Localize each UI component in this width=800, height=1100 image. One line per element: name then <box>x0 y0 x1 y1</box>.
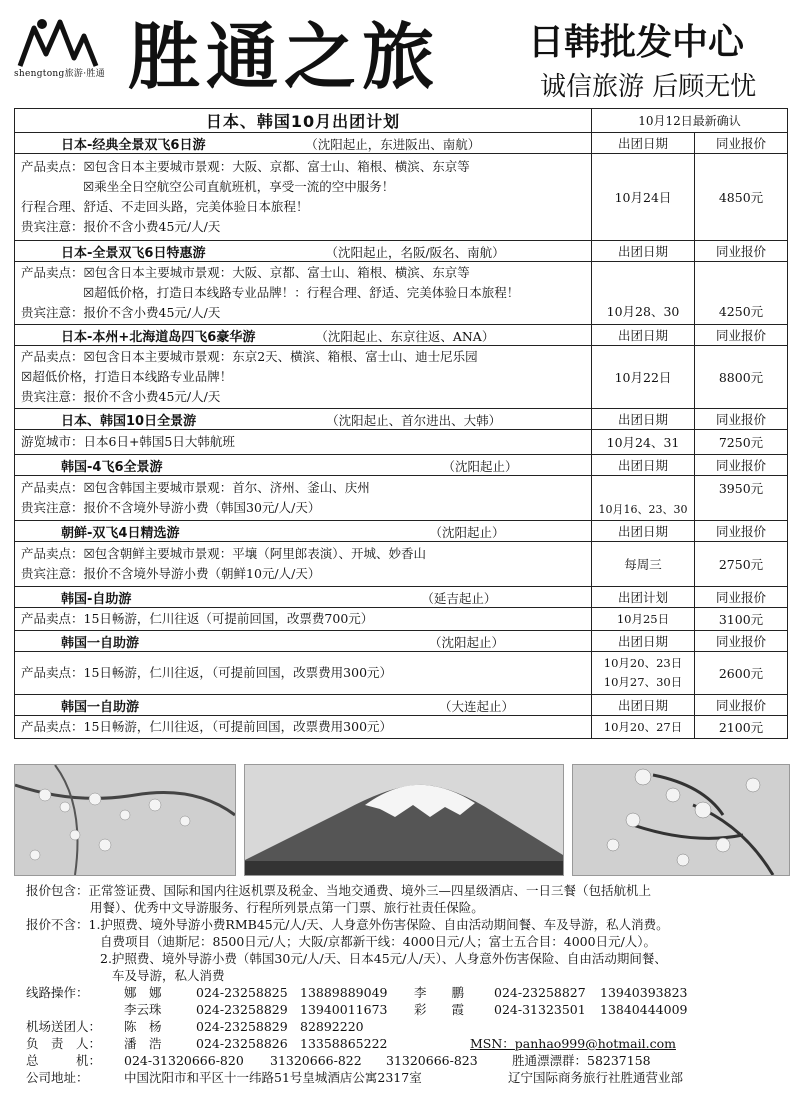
route-sub: （大连起止） <box>439 698 515 714</box>
price: 2100元 <box>695 716 788 739</box>
route-sub: （延吉起止） <box>421 590 497 606</box>
route-header <box>15 409 788 430</box>
route-header <box>15 241 788 262</box>
price-includes-1: 报价包含：正常签证费、国际和国内往返机票及税金、当地交通费、境外三—四星级酒店、一日三餐（包括航机上 <box>26 883 652 898</box>
tour-plan-table <box>14 108 788 739</box>
slogan: 诚信旅游 后顾无忧 <box>540 72 757 102</box>
cherry-tree-photo <box>572 764 790 876</box>
route-detail <box>15 430 788 455</box>
price: 8800元 <box>695 346 788 409</box>
route-sub: （沈阳起止） <box>429 524 505 540</box>
mount-fuji-photo <box>244 764 564 876</box>
route-line: 产品卖点：☒包含朝鲜主要城市景观：平壤（阿里郎表演）、开城、妙香山 <box>21 546 426 561</box>
depart-date: 10月24、31 <box>592 430 695 455</box>
route-header <box>15 631 788 652</box>
col-header-date: 出团日期 <box>592 521 695 542</box>
route-sub: （沈阳起止，名阪/阪名、南航） <box>325 244 505 260</box>
col-header-date: 出团日期 <box>592 133 695 154</box>
company-name: 辽宁国际商务旅行社胜通营业部 <box>508 1070 684 1085</box>
col-header-date: 出团日期 <box>592 409 695 430</box>
route-detail <box>15 716 788 739</box>
route-header <box>15 455 788 476</box>
logo-text: shengtong旅游·胜通 <box>14 69 105 79</box>
price: 4250元 <box>695 262 788 325</box>
route-detail <box>15 262 788 325</box>
main-line-number: 31320666-822 <box>270 1053 362 1068</box>
price: 3100元 <box>695 608 788 631</box>
route-name: 日本-本州+北海道岛四飞6豪华游 <box>61 329 256 345</box>
manager-tel: 024-23258826 <box>196 1036 288 1051</box>
depart-date: 10月20、23日 <box>603 656 683 670</box>
ops-contact-name: 娜 娜 <box>124 985 162 1000</box>
col-header-price: 同业报价 <box>695 455 788 476</box>
manager-mobile: 13358865222 <box>300 1036 388 1051</box>
ops-contact-name: 李 鹏 <box>414 985 465 1000</box>
confirm-date: 10月12日最新确认 <box>592 109 788 133</box>
route-line: 产品卖点：☒包含韩国主要城市景观：首尔、济州、釜山、庆州 <box>21 480 370 495</box>
ops-contact-mobile: 13840444009 <box>600 1002 688 1017</box>
depart-date: 10月24日 <box>592 154 695 241</box>
ops-contact-mobile: 13889889049 <box>300 985 388 1000</box>
cherry-blossom-photo <box>14 764 236 876</box>
route-detail <box>15 608 788 631</box>
col-header-date: 出团日期 <box>592 455 695 476</box>
price-excludes-3: 2.护照费、境外导游小费（韩国30元/人/天、日本45元/人/天）、人身意外伤害保险、自由活动期间餐、 <box>100 951 667 966</box>
manager-name: 潘 浩 <box>124 1036 162 1051</box>
route-detail <box>15 542 788 587</box>
company-logo <box>12 14 104 94</box>
airport-contact-name: 陈 杨 <box>124 1019 162 1034</box>
depart-date: 10月16、23、30 <box>592 476 695 521</box>
route-detail <box>15 154 788 241</box>
route-line: 游览城市：日本6日+韩国5日大韩航班 <box>21 434 235 449</box>
col-header-price: 同业报价 <box>695 325 788 346</box>
route-header <box>15 587 788 608</box>
address-label: 公司地址： <box>26 1070 89 1085</box>
ops-contact-mobile: 13940393823 <box>600 985 688 1000</box>
route-header <box>15 521 788 542</box>
depart-date: 10月28、30 <box>592 262 695 325</box>
route-sub: （沈阳起止） <box>429 634 505 650</box>
price-excludes-4: 车及导游，私人消费 <box>112 968 225 983</box>
route-line: 产品卖点：☒包含日本主要城市景观：大阪、京都、富士山、箱根、横滨、东京等 <box>21 159 470 174</box>
depart-date: 每周三 <box>592 542 695 587</box>
route-header <box>15 325 788 346</box>
company-address: 中国沈阳市和平区十一纬路51号皇城酒店公寓2317室 <box>124 1070 422 1085</box>
center-name: 日韩批发中心 <box>528 22 745 63</box>
route-line: 产品卖点：☒包含日本主要城市景观：东京2天、横滨、箱根、富士山、迪士尼乐园 <box>21 349 478 364</box>
route-sub: （沈阳起止、首尔进出、大韩） <box>326 412 502 428</box>
route-line: 贵宾注意：报价不含小费45元/人/天 <box>21 219 221 234</box>
price-excludes-1: 报价不含：1.护照费、境外导游小费RMB45元/人/天、人身意外伤害保险、自由活动期间餐、车及导游，私人消费。 <box>26 917 669 932</box>
airport-contact-tel: 024-23258829 <box>196 1019 288 1034</box>
col-header-date: 出团计划 <box>592 587 695 608</box>
route-name: 韩国一自助游 <box>61 699 140 715</box>
route-header <box>15 695 788 716</box>
main-line-number: 024-31320666-820 <box>124 1053 244 1068</box>
route-name: 韩国一自助游 <box>61 635 140 651</box>
route-header <box>15 133 788 154</box>
price-includes-2: 用餐）、优秀中文导游服务、行程所列景点第一门票、旅行社责任保险。 <box>90 900 484 915</box>
price: 2600元 <box>695 652 788 695</box>
price: 3950元 <box>695 476 788 521</box>
ops-contact-mobile: 13940011673 <box>300 1002 388 1017</box>
col-header-price: 同业报价 <box>695 587 788 608</box>
price: 7250元 <box>695 430 788 455</box>
route-detail <box>15 346 788 409</box>
depart-date: 10月25日 <box>592 608 695 631</box>
col-header-date: 出团日期 <box>592 695 695 716</box>
price-excludes-2: 自费项目（迪斯尼：8500日元/人；大阪/京都新干线：4000日元/人；富士五合目：4000日元/人）。 <box>100 934 657 949</box>
qq-group: 胜通漂漂群：58237158 <box>512 1053 651 1068</box>
route-sub: （沈阳起止，东进阪出、南航） <box>311 136 481 152</box>
depart-date: 10月20、27日 <box>592 716 695 739</box>
col-header-price: 同业报价 <box>695 133 788 154</box>
main-line-number: 31320666-823 <box>386 1053 478 1068</box>
route-line: 产品卖点：15日畅游，仁川往返（可提前回国，改票费700元） <box>21 611 374 626</box>
plan-title: 日本、韩国10月出团计划 <box>15 109 592 133</box>
route-sub: （沈阳起止） <box>442 458 518 474</box>
col-header-price: 同业报价 <box>695 631 788 652</box>
col-header-price: 同业报价 <box>695 695 788 716</box>
airport-contact-mobile: 82892220 <box>300 1019 364 1034</box>
depart-date: 10月27、30日 <box>603 675 683 689</box>
route-name: 日本-经典全景双飞6日游 <box>61 137 206 153</box>
col-header-date: 出团日期 <box>592 325 695 346</box>
route-name: 韩国-自助游 <box>61 591 132 607</box>
price: 2750元 <box>695 542 788 587</box>
col-header-date: 出团日期 <box>592 631 695 652</box>
col-header-price: 同业报价 <box>695 241 788 262</box>
route-name: 日本-全景双飞6日特惠游 <box>61 245 206 261</box>
manager-label: 负 责 人： <box>26 1036 102 1051</box>
route-line: 产品卖点：15日畅游，仁川往返，（可提前回国，改票费用300元） <box>21 719 393 734</box>
route-line: 贵宾注意：报价不含境外导游小费（韩国30元/人/天） <box>21 500 321 515</box>
route-detail <box>15 476 788 521</box>
route-line: 产品卖点：15日畅游，仁川往返，（可提前回国，改票费用300元） <box>21 665 393 680</box>
ops-contact-name: 彩 霞 <box>414 1002 465 1017</box>
route-line: 贵宾注意：报价不含小费45元/人/天 <box>21 305 221 320</box>
price: 4850元 <box>695 154 788 241</box>
route-name: 朝鲜-双飞4日精选游 <box>61 525 180 541</box>
ops-contact-tel: 024-23258825 <box>196 985 288 1000</box>
col-header-price: 同业报价 <box>695 409 788 430</box>
main-line-label: 总 机： <box>26 1053 102 1068</box>
brand-title: 胜通之旅 <box>128 15 441 99</box>
route-line: ☒超低价格，打造日本线路专业品牌！ <box>21 369 233 384</box>
ops-contact-tel: 024-23258827 <box>494 985 586 1000</box>
ops-contact-name: 李云珠 <box>124 1002 162 1017</box>
route-line: ☒超低价格，打造日本线路专业品牌！：行程合理、舒适、完美体验日本旅程！ <box>83 285 520 300</box>
route-name: 韩国-4飞6全景游 <box>61 459 163 475</box>
route-line: 贵宾注意：报价不含境外导游小费（朝鲜10元/人/天） <box>21 566 321 581</box>
ops-contact-tel: 024-23258829 <box>196 1002 288 1017</box>
col-header-date: 出团日期 <box>592 241 695 262</box>
col-header-price: 同业报价 <box>695 521 788 542</box>
route-detail <box>15 652 788 695</box>
route-sub: （沈阳起止、东京往返、ANA） <box>315 328 495 344</box>
ops-label: 线路操作： <box>26 985 89 1000</box>
route-line: 行程合理、舒适、不走回头路，完美体验日本旅程！ <box>21 199 309 214</box>
depart-date: 10月22日 <box>592 346 695 409</box>
route-line: 产品卖点：☒包含日本主要城市景观：大阪、京都、富士山、箱根、横滨、东京等 <box>21 265 470 280</box>
photo-strip <box>14 764 788 874</box>
airport-label: 机场送团人： <box>26 1019 102 1034</box>
route-name: 日本、韩国10日全景游 <box>61 413 197 429</box>
route-line: 贵宾注意：报价不含小费45元/人/天 <box>21 389 221 404</box>
msn-contact[interactable]: MSN：panhao999@hotmail.com <box>470 1036 676 1051</box>
ops-contact-tel: 024-31323501 <box>494 1002 586 1017</box>
route-line: ☒乘坐全日空航空公司直航班机，享受一流的空中服务！ <box>83 179 395 194</box>
